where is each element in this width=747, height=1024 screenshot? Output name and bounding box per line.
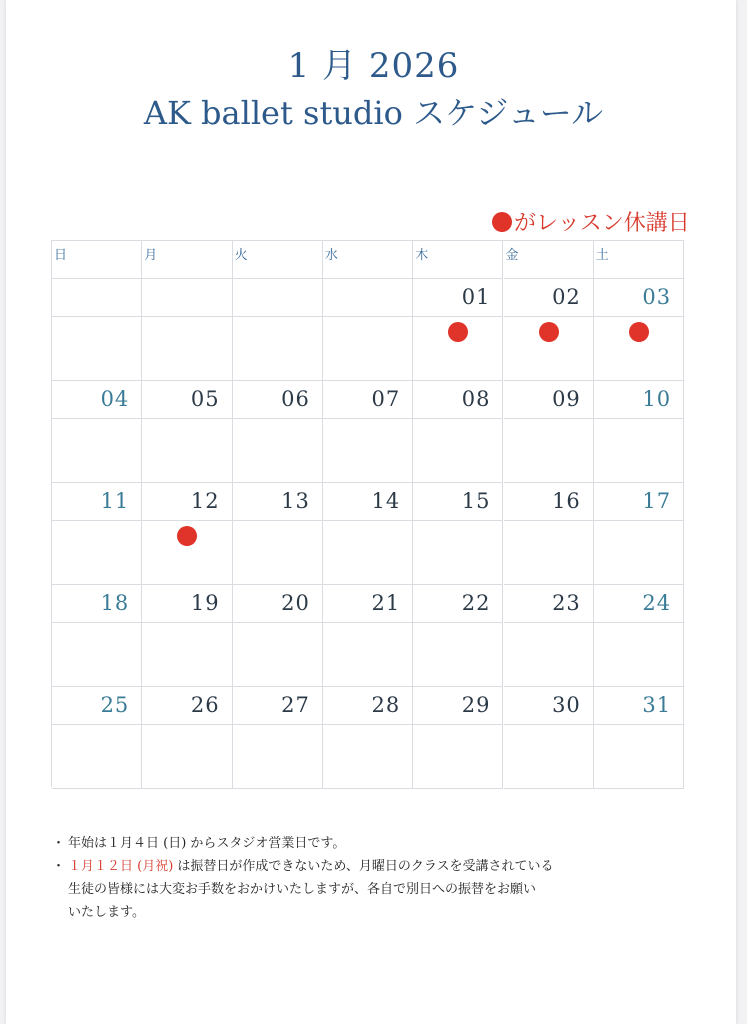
day-number-cell [413,381,503,419]
weekday-label: 土 [595,248,609,263]
red-dot-icon [492,212,512,232]
day-status-cell [52,317,142,381]
day-number: 12 [190,489,220,513]
calendar-grid [51,240,684,787]
day-number-cell [323,381,413,419]
day-number: 24 [642,591,672,615]
day-number: 06 [281,387,310,411]
day-number: 30 [552,693,581,717]
notes [52,832,672,924]
day-number: 03 [642,285,672,309]
day-number-cell [504,279,594,317]
day-status-cell [52,725,142,789]
day-number-cell [142,585,232,623]
day-number-cell [52,381,142,419]
day-number: 02 [552,285,581,309]
day-number: 21 [371,591,401,615]
day-number: 31 [642,693,672,717]
day-number: 10 [642,387,672,411]
day-number-cell [504,483,594,521]
day-number: 05 [190,387,220,411]
day-status-cell [233,419,323,483]
day-status-cell [142,419,232,483]
day-number-cell [142,687,232,725]
note-item [52,878,672,901]
day-number: 29 [461,693,491,717]
day-number: 26 [190,693,220,717]
day-number: 09 [552,387,581,411]
day-status-cell [52,521,142,585]
day-status-cell [323,419,413,483]
day-number: 28 [371,693,401,717]
day-number-cell [413,585,503,623]
note-text: は振替日が作成できないため、月曜日のクラスを受講されている [173,859,554,874]
weekday-header [413,241,503,279]
day-status-cell [233,725,323,789]
day-number: 15 [461,489,491,513]
weekday-label: 月 [144,248,158,263]
day-status-cell [504,725,594,789]
day-number-cell [323,483,413,521]
day-number: 04 [100,387,130,411]
weekday-header [233,241,323,279]
day-number-cell [233,381,323,419]
note-item: ・ １月１２日 (月祝) は振替日が作成できないため、月曜日のクラスを受講されている [52,859,554,874]
weekday-header [52,241,142,279]
day-status-cell [594,521,684,585]
day-number-cell [52,687,142,725]
day-number-cell [594,687,684,725]
day-number: 08 [461,387,491,411]
day-status-cell [233,623,323,687]
closed-legend [492,206,702,237]
day-number: 01 [461,285,491,309]
day-number-cell [413,279,503,317]
weekday-label: 木 [415,248,429,263]
day-number: 23 [552,591,581,615]
day-status-cell [504,419,594,483]
day-number-cell [142,279,232,317]
weekday-label: 水 [324,248,338,263]
day-status-cell [142,521,232,585]
day-status-cell [504,521,594,585]
day-number-cell [52,585,142,623]
day-number-cell [233,687,323,725]
day-number-cell [413,687,503,725]
day-status-cell [413,623,503,687]
day-status-cell [52,419,142,483]
day-status-cell [413,317,503,381]
day-status-cell [142,317,232,381]
day-number-cell [323,279,413,317]
weekday-header [142,241,232,279]
day-number-cell [233,483,323,521]
day-number: 18 [100,591,130,615]
weekday-header [323,241,413,279]
closed-day-dot [448,322,468,342]
note-text: 年始は１月４日 (日) からスタジオ営業日です。 [68,836,346,851]
day-number: 14 [371,489,401,513]
day-number: 13 [281,489,310,513]
day-status-cell [413,725,503,789]
weekday-label: 日 [54,248,68,263]
day-status-cell [52,623,142,687]
day-number-cell [323,585,413,623]
day-status-cell [233,521,323,585]
day-status-cell [413,419,503,483]
note-highlight: １月１２日 (月祝) [68,859,174,874]
note-item: ・ 年始は１月４日 (日) からスタジオ営業日です。 [52,836,346,851]
day-status-cell [323,521,413,585]
day-status-cell [594,725,684,789]
day-number: 27 [281,693,310,717]
day-status-cell [233,317,323,381]
day-status-cell [323,725,413,789]
day-number-cell [594,585,684,623]
legend-text: がレッスン休講日 [514,211,690,236]
day-number-cell [504,585,594,623]
day-number: 22 [461,591,491,615]
day-number: 25 [100,693,130,717]
day-number-cell [142,381,232,419]
day-number-cell [52,483,142,521]
day-number-cell [233,279,323,317]
day-status-cell [142,725,232,789]
day-number-cell [142,483,232,521]
day-status-cell [504,317,594,381]
day-status-cell [142,623,232,687]
day-status-cell [413,521,503,585]
day-status-cell [504,623,594,687]
closed-day-dot [539,322,559,342]
day-number: 20 [281,591,310,615]
day-number-cell [594,381,684,419]
day-number: 07 [371,387,401,411]
day-number: 19 [190,591,220,615]
weekday-label: 火 [234,248,248,263]
studio-title: AK ballet studio スケジュール [143,94,604,132]
weekday-header [504,241,594,279]
note-text: 生徒の皆様には大変お手数をおかけいたしますが、各自で別日への振替をお願い [68,882,537,897]
day-number-cell [504,381,594,419]
day-number-cell [594,483,684,521]
weekday-label: 金 [505,248,519,263]
day-status-cell [594,623,684,687]
day-number-cell [594,279,684,317]
closed-day-dot [177,526,197,546]
day-number-cell [413,483,503,521]
day-number-cell [504,687,594,725]
day-number-cell [323,687,413,725]
note-text: いたします。 [68,905,145,920]
day-number-cell [233,585,323,623]
day-number: 17 [642,489,672,513]
day-status-cell [323,317,413,381]
weekday-header [594,241,684,279]
day-number-cell [52,279,142,317]
month-title: 1 月 2026 [287,46,460,86]
day-status-cell [594,419,684,483]
day-status-cell [594,317,684,381]
day-number: 11 [100,489,130,513]
closed-day-dot [629,322,649,342]
day-status-cell [323,623,413,687]
day-number: 16 [552,489,581,513]
note-item [52,901,672,924]
